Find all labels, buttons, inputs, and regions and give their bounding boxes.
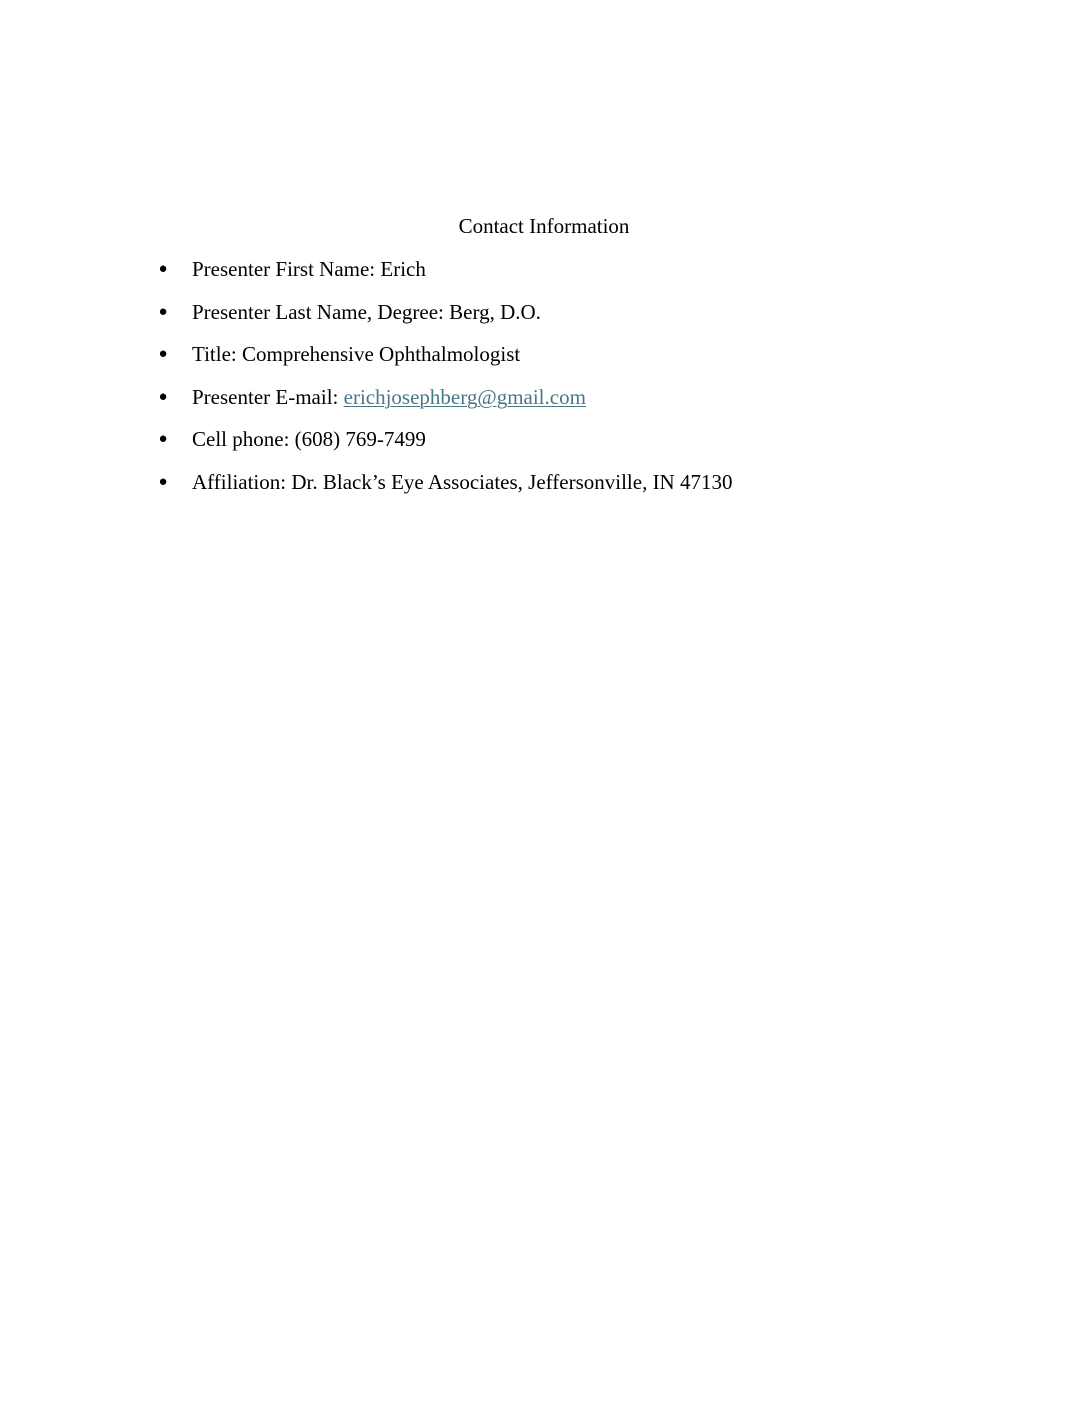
- bullet-icon: ●: [158, 303, 168, 320]
- title-label: Title:: [192, 342, 242, 367]
- first-name-value: Erich: [380, 257, 426, 281]
- first-name-label: Presenter First Name:: [192, 257, 381, 281]
- list-item-text: [192, 254, 426, 284]
- list-item-text: [192, 424, 426, 454]
- affiliation-value: Dr. Black’s Eye Associates, Jeffersonville, IN 47130: [291, 469, 733, 494]
- bullet-icon: ●: [158, 473, 168, 490]
- last-name-value: Berg, D.O.: [449, 299, 541, 324]
- title-value: Comprehensive Ophthalmologist: [242, 342, 521, 367]
- bullet-icon: ●: [158, 388, 168, 405]
- list-item-text: [192, 467, 732, 497]
- page-title: Contact Information: [458, 214, 630, 238]
- email-label: Presenter E-mail:: [192, 384, 344, 409]
- bullet-icon: ●: [158, 261, 168, 277]
- bullet-icon: ●: [158, 346, 168, 363]
- cell-phone-label: Cell phone:: [192, 427, 295, 452]
- cell-phone-value: (608) 769-7499: [294, 427, 426, 452]
- list-item-text: [192, 382, 586, 412]
- last-name-label: Presenter Last Name, Degree:: [192, 299, 450, 324]
- bullet-icon: ●: [158, 431, 168, 448]
- list-item-text: [192, 297, 541, 327]
- list-item-text: [192, 339, 520, 369]
- affiliation-label: Affiliation:: [192, 469, 292, 494]
- email-link[interactable]: erichjosephberg@gmail.com: [343, 384, 586, 409]
